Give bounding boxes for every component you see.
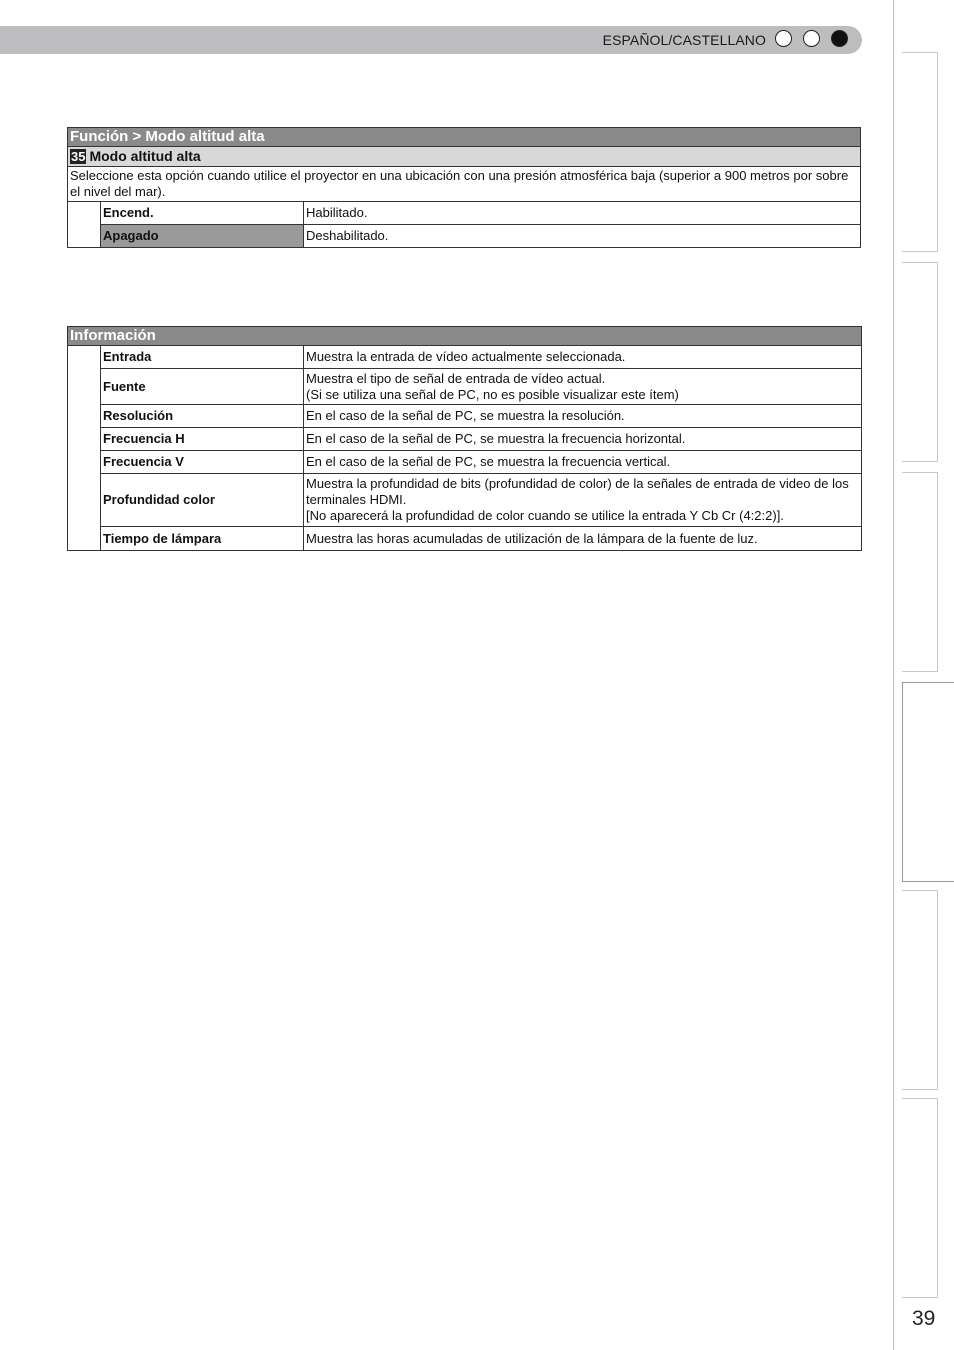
info-value: Muestra las horas acumuladas de utilización de la lámpara de la fuente de luz.	[304, 527, 862, 551]
indent-cell	[68, 202, 101, 248]
indicator-circle-icon	[775, 30, 792, 47]
altitude-mode-table	[67, 127, 861, 248]
option-value: Habilitado.	[304, 202, 861, 225]
section-tab-active[interactable]	[902, 682, 954, 882]
item-title: Modo altitud alta	[89, 148, 201, 164]
info-key: Frecuencia H	[101, 428, 304, 451]
info-value-line: (Si se utiliza una señal de PC, no es posible visualizar este ítem)	[306, 386, 679, 402]
language-bar	[0, 26, 862, 54]
item-number-badge: 35	[71, 149, 86, 164]
info-value	[304, 369, 862, 405]
item-description: Seleccione esta opción cuando utilice el proyector en una ubicación con una presión atmosférica baja (superior a 900 metros por sobre el nivel del mar).	[68, 167, 861, 202]
section-tabs	[893, 0, 954, 1350]
section-tab[interactable]	[902, 472, 938, 672]
info-value: En el caso de la señal de PC, se muestra la frecuencia horizontal.	[304, 428, 862, 451]
indicator-circle-icon	[803, 30, 820, 47]
item-heading	[68, 147, 861, 167]
page-number: 39	[912, 1307, 936, 1330]
info-key: Tiempo de lámpara	[101, 527, 304, 551]
option-key-selected: Apagado	[101, 225, 304, 248]
section-tab[interactable]	[902, 262, 938, 462]
table-title: Función > Modo altitud alta	[68, 128, 861, 147]
option-value: Deshabilitado.	[304, 225, 861, 248]
info-value-line: [No aparecerá la profundidad de color cuando se utilice la entrada Y Cb Cr (4:2:2)].	[306, 508, 784, 523]
section-tab[interactable]	[902, 890, 938, 1090]
section-tab[interactable]	[902, 52, 938, 252]
info-value: En el caso de la señal de PC, se muestra la frecuencia vertical.	[304, 451, 862, 474]
table-title: Información	[68, 327, 862, 346]
info-key: Profundidad color	[101, 474, 304, 527]
language-label: ESPAÑOL/CASTELLANO	[602, 32, 766, 48]
info-value: Muestra la entrada de vídeo actualmente seleccionada.	[304, 346, 862, 369]
option-key: Encend.	[101, 202, 304, 225]
info-key: Resolución	[101, 405, 304, 428]
info-value	[304, 474, 862, 527]
info-value-line: Muestra el tipo de señal de entrada de vídeo actual.	[306, 370, 606, 386]
section-tab[interactable]	[902, 1098, 938, 1298]
info-key: Frecuencia V	[101, 451, 304, 474]
info-value-line: Muestra la profundidad de bits (profundidad de color) de la señales de entrada de video de los terminales HDMI.	[306, 476, 849, 507]
indent-cell	[68, 346, 101, 551]
indicator-filled-circle-icon	[831, 30, 848, 47]
information-table	[67, 326, 862, 551]
info-key: Entrada	[101, 346, 304, 369]
info-key: Fuente	[101, 369, 304, 405]
info-value: En el caso de la señal de PC, se muestra la resolución.	[304, 405, 862, 428]
